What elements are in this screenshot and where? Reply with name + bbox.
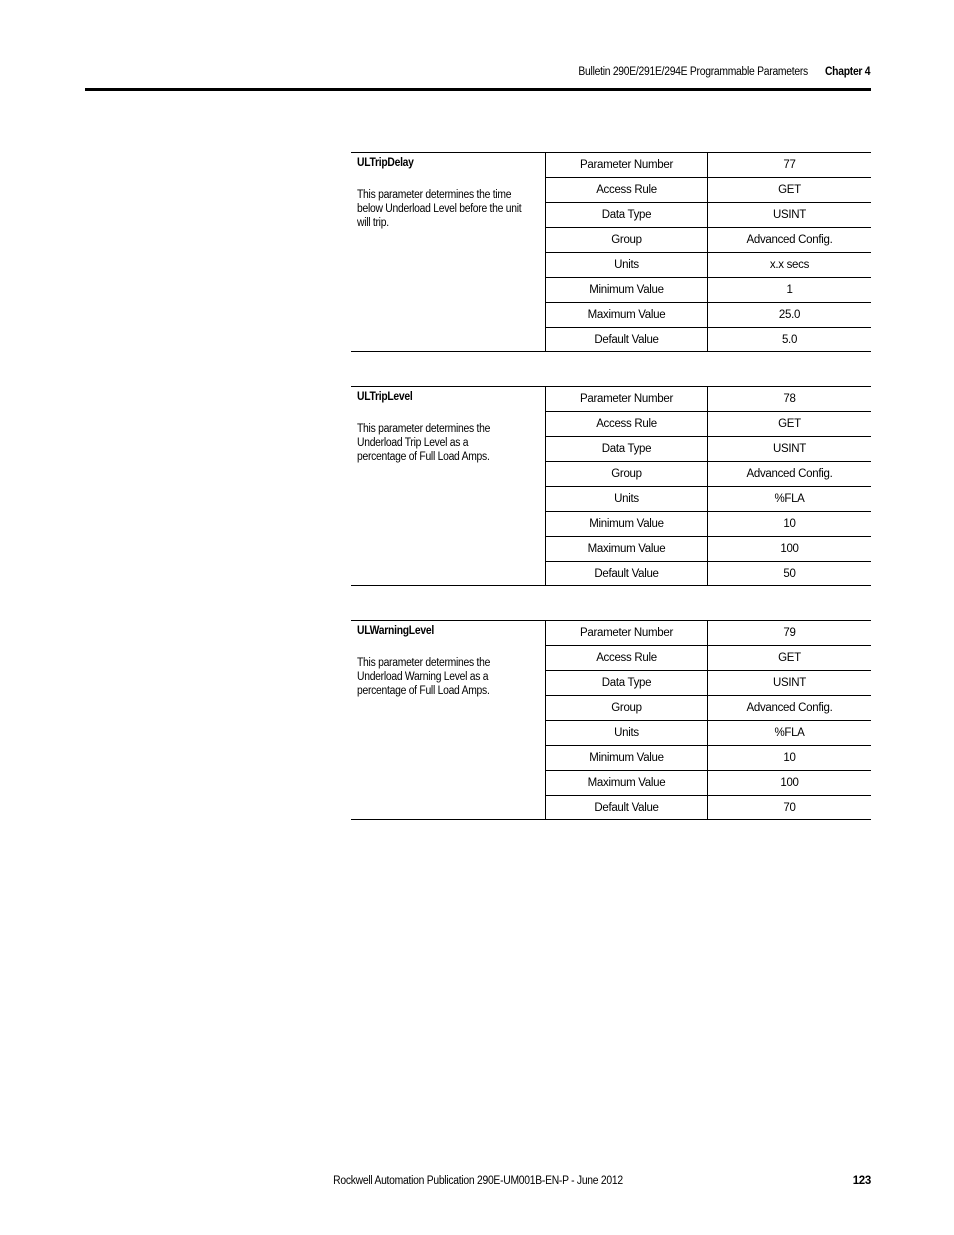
param-description-column bbox=[351, 621, 546, 819]
publication-info: Rockwell Automation Publication 290E-UM001B-EN-P - June 2012 bbox=[333, 1175, 623, 1187]
prop-value: 50 bbox=[783, 568, 796, 580]
prop-label: Group bbox=[546, 462, 708, 487]
table-row bbox=[546, 412, 871, 437]
prop-value: 10 bbox=[708, 512, 872, 537]
prop-value: x.x secs bbox=[708, 253, 872, 278]
table-row bbox=[546, 437, 871, 462]
prop-value: USINT bbox=[708, 437, 872, 462]
prop-label: Default Value bbox=[546, 796, 708, 821]
prop-value: 1 bbox=[708, 278, 872, 303]
prop-label: Access Rule bbox=[546, 412, 708, 437]
prop-label: Maximum Value bbox=[546, 771, 708, 796]
prop-value: 100 bbox=[708, 771, 872, 796]
prop-value: %FLA bbox=[708, 487, 872, 512]
table-row bbox=[546, 203, 871, 228]
param-description: This parameter determines the time below Underload Level before the unit will trip. bbox=[357, 189, 522, 229]
table-row bbox=[546, 721, 871, 746]
table-row bbox=[546, 487, 871, 512]
table-row bbox=[546, 562, 871, 587]
prop-value: 25.0 bbox=[708, 303, 872, 328]
prop-value: 78 bbox=[708, 387, 872, 412]
prop-label: Access Rule bbox=[546, 178, 708, 203]
prop-label: Units bbox=[546, 253, 708, 278]
table-row bbox=[546, 278, 871, 303]
prop-label: Maximum Value bbox=[546, 303, 708, 328]
table-row bbox=[546, 387, 871, 412]
param-name: ULTripDelay bbox=[357, 157, 414, 169]
prop-label: Units bbox=[546, 721, 708, 746]
table-row bbox=[546, 646, 871, 671]
table-row bbox=[546, 796, 871, 821]
prop-value: 10 bbox=[708, 746, 872, 771]
table-row bbox=[546, 328, 871, 353]
prop-label: Group bbox=[546, 696, 708, 721]
prop-value: Advanced Config. bbox=[708, 696, 872, 721]
param-block-ultripdelay bbox=[351, 152, 871, 352]
table-row bbox=[546, 771, 871, 796]
prop-label: Default Value bbox=[546, 562, 708, 587]
prop-label: Data Type bbox=[546, 671, 708, 696]
prop-value: GET bbox=[708, 412, 872, 437]
prop-label: Minimum Value bbox=[546, 278, 708, 303]
table-row bbox=[546, 512, 871, 537]
table-row bbox=[546, 671, 871, 696]
prop-value: USINT bbox=[708, 671, 872, 696]
prop-value: 5.0 bbox=[781, 334, 798, 346]
prop-label: Parameter Number bbox=[546, 621, 708, 646]
prop-label: Data Type bbox=[546, 203, 708, 228]
prop-label: Parameter Number bbox=[546, 153, 708, 178]
header-rule bbox=[85, 88, 871, 91]
param-description: This parameter determines the Underload Warning Level as a percentage of Full Load Amps. bbox=[357, 657, 491, 697]
prop-value: Advanced Config. bbox=[708, 228, 872, 253]
prop-label: Data Type bbox=[546, 437, 708, 462]
header-title: Bulletin 290E/291E/294E Programmable Parameters bbox=[578, 66, 808, 78]
page-header bbox=[578, 66, 870, 78]
prop-label: Minimum Value bbox=[546, 512, 708, 537]
param-description-column bbox=[351, 387, 546, 585]
table-row bbox=[546, 537, 871, 562]
param-name: ULWarningLevel bbox=[357, 625, 434, 637]
prop-value: GET bbox=[708, 178, 872, 203]
prop-label: Default Value bbox=[546, 328, 708, 353]
param-properties-table bbox=[546, 153, 871, 352]
prop-value: USINT bbox=[708, 203, 872, 228]
table-row bbox=[546, 178, 871, 203]
param-properties-table bbox=[546, 387, 871, 586]
prop-value: GET bbox=[708, 646, 872, 671]
prop-value: 77 bbox=[708, 153, 872, 178]
prop-value: %FLA bbox=[708, 721, 872, 746]
param-description-column bbox=[351, 153, 546, 351]
table-row bbox=[546, 228, 871, 253]
param-block-ulwarninglevel bbox=[351, 620, 871, 820]
prop-label: Maximum Value bbox=[546, 537, 708, 562]
table-row bbox=[546, 696, 871, 721]
prop-label: Group bbox=[546, 228, 708, 253]
prop-value: 100 bbox=[708, 537, 872, 562]
table-row bbox=[546, 746, 871, 771]
table-row bbox=[546, 621, 871, 646]
header-chapter: Chapter 4 bbox=[824, 66, 870, 78]
prop-label: Access Rule bbox=[546, 646, 708, 671]
table-row bbox=[546, 462, 871, 487]
param-properties-table bbox=[546, 621, 871, 820]
table-row bbox=[546, 303, 871, 328]
prop-value: 79 bbox=[708, 621, 872, 646]
prop-label: Parameter Number bbox=[546, 387, 708, 412]
param-description: This parameter determines the Underload Trip Level as a percentage of Full Load Amps. bbox=[357, 423, 491, 463]
table-row bbox=[546, 153, 871, 178]
page-number: 123 bbox=[852, 1175, 871, 1187]
prop-value: Advanced Config. bbox=[708, 462, 872, 487]
prop-label: Minimum Value bbox=[546, 746, 708, 771]
prop-label: Units bbox=[546, 487, 708, 512]
param-name: ULTripLevel bbox=[357, 391, 413, 403]
prop-value: 70 bbox=[783, 802, 796, 814]
param-block-ultriplevel bbox=[351, 386, 871, 586]
table-row bbox=[546, 253, 871, 278]
